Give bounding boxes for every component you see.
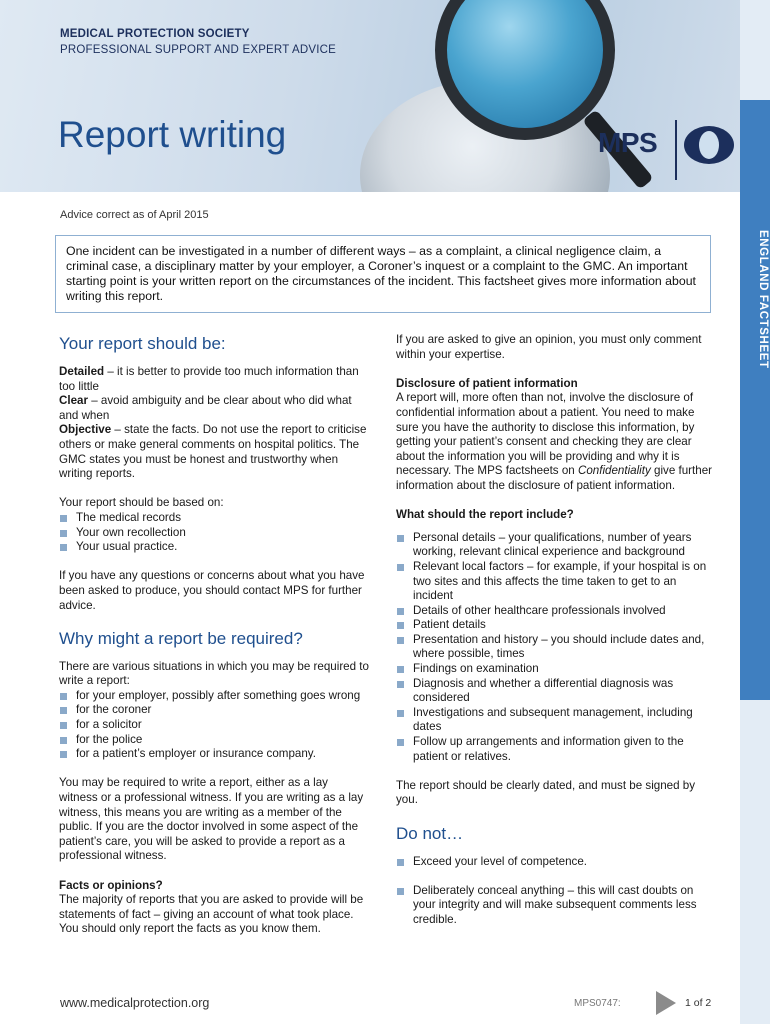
mps-emblem-icon	[684, 126, 734, 164]
quality-term: Clear	[59, 394, 89, 408]
quality-item	[59, 423, 369, 481]
list-item: Patient details	[396, 618, 716, 633]
quality-text: – state the facts. Do not use the report to criticise others or make general comments on hospital politics. The GMC states you must be honest and trustworthy when writing reports.	[59, 423, 367, 481]
list-item: Exceed your level of competence.	[396, 855, 716, 870]
left-column	[59, 333, 369, 937]
quality-text: – avoid ambiguity and be clear about who did what and when	[59, 394, 352, 422]
list-item: Follow up arrangements and information given to the patient or relatives.	[396, 735, 716, 764]
quality-term: Detailed	[59, 365, 105, 378]
quality-item	[59, 365, 369, 394]
next-page-arrow-icon[interactable]	[656, 991, 676, 1015]
list-item: Relevant local factors – for example, if your hospital is on two sites and this affects the time taken to get to an incident	[396, 560, 716, 604]
disclosure-text-a: A report will, more often than not, involve the disclosure of confidential information about a patient. You need to make sure you have the authority to disclose this information, by getting your patient’s consent and checking they are clear about the information you will be providing and why it is necessary. The MPS factsheets on	[396, 391, 695, 478]
section-heading-do-not: Do not…	[396, 823, 464, 843]
page-number: 1 of 2	[685, 997, 712, 1009]
list-item: Findings on examination	[396, 662, 716, 677]
section-heading-report-should-be: Your report should be:	[59, 334, 226, 353]
list-item: Presentation and history – you should include dates and, where possible, times	[396, 633, 716, 662]
list-item: for the coroner	[59, 703, 369, 718]
list-item: for your employer, possibly after something goes wrong	[59, 689, 369, 704]
quality-term: Objective	[59, 423, 112, 437]
page-title: Report writing	[58, 114, 287, 155]
list-item: The medical records	[59, 511, 369, 526]
quality-text: – it is better to provide too much information than too little	[59, 365, 359, 393]
facts-paragraph: The majority of reports that you are asked to provide will be statements of fact – giving an account of what took place. You should only report the facts as you know them.	[59, 893, 364, 936]
date-note: Advice correct as of April 2015	[60, 209, 209, 221]
witness-paragraph: You may be required to write a report, either as a lay witness or a professional witness. If you are writing as a lay witness, this means you are writing as a member of the public. If you are the doctor involved in some aspect of the patient’s care, you will be asked to provide a report as a professional witness.	[59, 776, 364, 863]
header-banner	[0, 0, 740, 192]
report-qualities	[59, 365, 369, 482]
intro-box	[55, 235, 711, 313]
based-on-list	[59, 511, 369, 555]
list-item: Details of other healthcare professionals involved	[396, 604, 716, 619]
section-heading-why-required: Why might a report be required?	[59, 628, 303, 648]
based-on-intro: Your report should be based on:	[59, 496, 224, 510]
document-code: MPS0747:	[574, 998, 621, 1009]
logo-divider	[675, 120, 677, 180]
list-item: Personal details – your qualifications, number of years working, relevant clinical experience and background	[396, 531, 716, 560]
footer-website-link[interactable]: www.medicalprotection.org	[60, 996, 210, 1010]
mps-logo: MPS	[598, 127, 658, 158]
list-item: Your own recollection	[59, 526, 369, 541]
list-item: Your usual practice.	[59, 540, 369, 555]
opinion-paragraph: If you are asked to give an opinion, you must only comment within your expertise.	[396, 333, 702, 361]
list-item: Diagnosis and whether a differential diagnosis was considered	[396, 677, 716, 706]
why-required-list	[59, 689, 369, 762]
why-required-intro: There are various situations in which you may be required to write a report:	[59, 659, 369, 688]
org-tagline: PROFESSIONAL SUPPORT AND EXPERT ADVICE	[60, 44, 337, 56]
questions-paragraph: If you have any questions or concerns about what you have been asked to produce, you should contact MPS for further advice.	[59, 569, 365, 612]
right-column	[396, 333, 716, 928]
disclosure-text-b: give further information about the disclosure of patient information.	[396, 464, 712, 492]
do-not-list	[396, 855, 716, 928]
side-tab	[740, 100, 770, 700]
list-item: for the police	[59, 733, 369, 748]
include-list	[396, 531, 716, 765]
include-heading: What should the report include?	[396, 508, 574, 522]
quality-item	[59, 394, 369, 423]
facts-heading: Facts or opinions?	[59, 878, 163, 892]
list-item: Deliberately conceal anything – this will cast doubts on your integrity and will make subsequent comments less credible.	[396, 884, 716, 928]
signed-paragraph: The report should be clearly dated, and must be signed by you.	[396, 778, 696, 807]
list-item: Investigations and subsequent management, including dates	[396, 706, 716, 735]
intro-text: One incident can be investigated in a number of different ways – as a complaint, a clinical negligence claim, a criminal case, a disciplinary matter by your employer, a Coroner’s inquest or a complaint to the GMC. An important starting point is your written report on the circumstances of the incident. This factsheet gives more information about writing this report.	[66, 244, 696, 303]
list-item: for a solicitor	[59, 718, 369, 733]
org-name: MEDICAL PROTECTION SOCIETY	[60, 28, 250, 40]
disclosure-paragraph	[396, 391, 716, 493]
list-item: for a patient’s employer or insurance company.	[59, 747, 369, 762]
side-tab-label: ENGLAND FACTSHEET	[757, 230, 769, 369]
disclosure-italic: Confidentiality	[577, 464, 651, 478]
disclosure-heading: Disclosure of patient information	[396, 376, 578, 390]
